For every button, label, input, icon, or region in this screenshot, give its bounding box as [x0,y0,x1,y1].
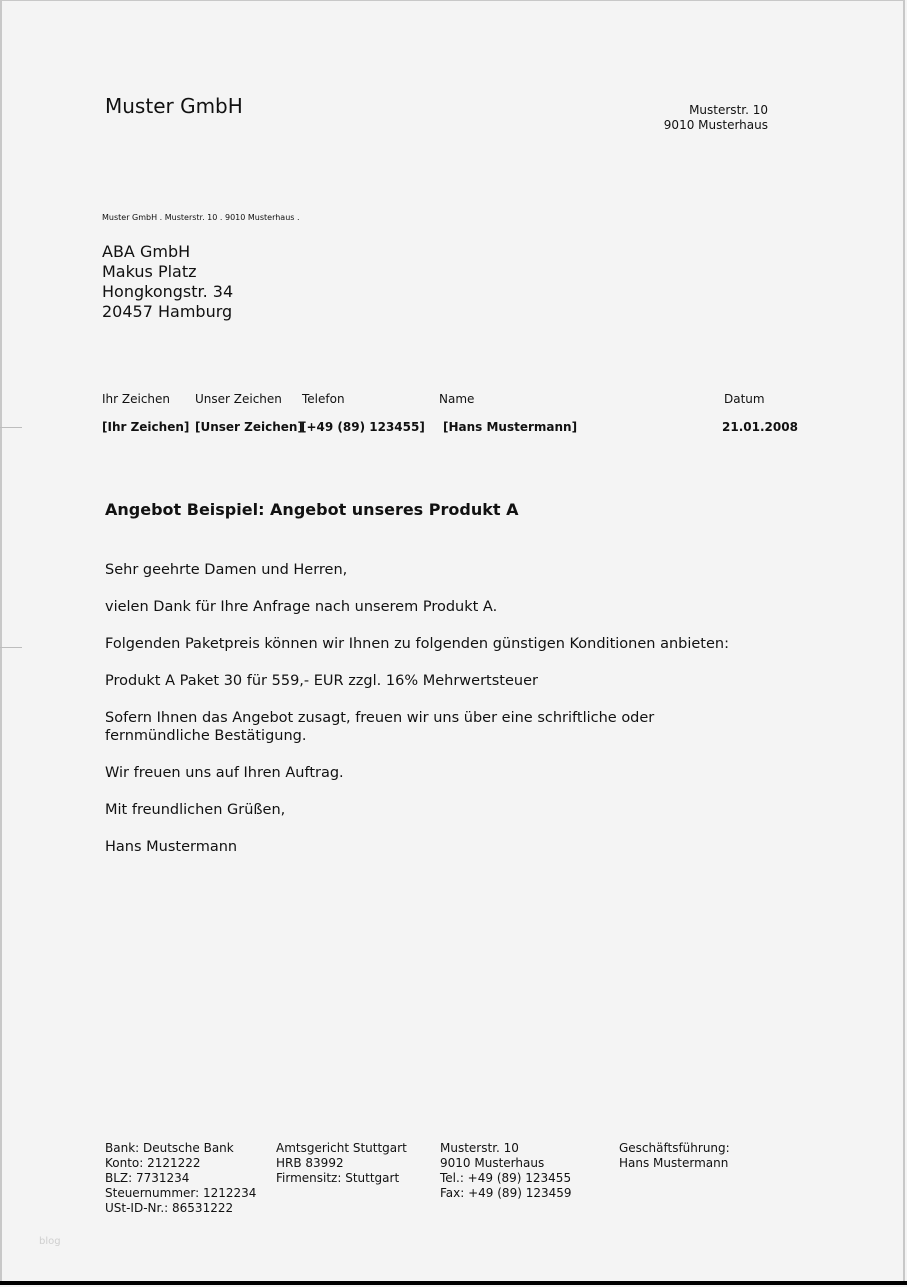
fold-mark-top [0,427,22,428]
paragraph-order: Wir freuen uns auf Ihren Auftrag. [105,765,344,781]
footer-bank-name: Bank: Deutsche Bank [105,1141,234,1155]
value-name: [Hans Mustermann] [443,420,578,434]
recipient-city: 20457 Hamburg [102,302,233,321]
bottom-border [0,1281,907,1285]
recipient-street: Hongkongstr. 34 [102,282,234,301]
footer-court: Amtsgericht Stuttgart [276,1141,407,1155]
signature: Hans Mustermann [105,839,238,855]
footer-street: Musterstr. 10 [440,1141,519,1155]
recipient-company: ABA GmbH [102,242,191,261]
company-name: Muster GmbH [105,94,243,118]
footer-register [276,1141,407,1186]
recipient-person: Makus Platz [102,262,197,281]
paragraph-thanks: vielen Dank für Ihre Anfrage nach unserem Produkt A. [105,599,498,615]
paragraph-offer-intro: Folgenden Paketpreis können wir Ihnen zu folgenden günstigen Konditionen anbieten: [105,636,729,652]
footer-city: 9010 Musterhaus [440,1156,545,1170]
value-telefon: [+49 (89) 123455] [301,420,425,434]
paragraph-confirmation-line1: Sofern Ihnen das Angebot zusagt, freuen wir uns über eine schriftliche oder [105,710,655,726]
sender-address [664,103,768,133]
footer-vat-id: USt-ID-Nr.: 86531222 [105,1201,234,1215]
footer-tax-number: Steuernummer: 1212234 [105,1186,257,1200]
footer-management [619,1141,730,1171]
label-name: Name [439,392,475,406]
punch-mark [0,647,22,648]
watermark: blog [39,1236,61,1247]
footer-account: Konto: 2121222 [105,1156,201,1170]
value-datum: 21.01.2008 [722,420,798,434]
paragraph-price: Produkt A Paket 30 für 559,- EUR zzgl. 16% Mehrwertsteuer [105,673,538,689]
sender-city: 9010 Musterhaus [663,118,768,132]
footer-management-label: Geschäftsführung: [619,1141,730,1155]
value-unser-zeichen: [Unser Zeichen] [195,420,303,434]
subject-line: Angebot Beispiel: Angebot unseres Produkt A [105,500,519,519]
footer-phone: Tel.: +49 (89) 123455 [440,1171,572,1185]
salutation: Sehr geehrte Damen und Herren, [105,562,348,578]
return-address-line: Muster GmbH . Musterstr. 10 . 9010 Musterhaus . [102,213,300,222]
closing: Mit freundlichen Grüßen, [105,802,286,818]
recipient-address [102,242,233,322]
footer-bank [105,1141,256,1216]
footer-manager-name: Hans Mustermann [619,1156,729,1170]
paragraph-confirmation [105,709,654,745]
paragraph-confirmation-line2: fernmündliche Bestätigung. [105,728,307,744]
value-ihr-zeichen: [Ihr Zeichen] [102,420,190,434]
footer-fax: Fax: +49 (89) 123459 [440,1186,572,1200]
footer-blz: BLZ: 7731234 [105,1171,190,1185]
label-unser-zeichen: Unser Zeichen [195,392,282,406]
footer-hrb: HRB 83992 [276,1156,344,1170]
footer-seat: Firmensitz: Stuttgart [276,1171,400,1185]
label-datum: Datum [724,392,765,406]
label-telefon: Telefon [302,392,345,406]
footer-contact [440,1141,572,1201]
label-ihr-zeichen: Ihr Zeichen [102,392,171,406]
sender-street: Musterstr. 10 [689,103,768,117]
